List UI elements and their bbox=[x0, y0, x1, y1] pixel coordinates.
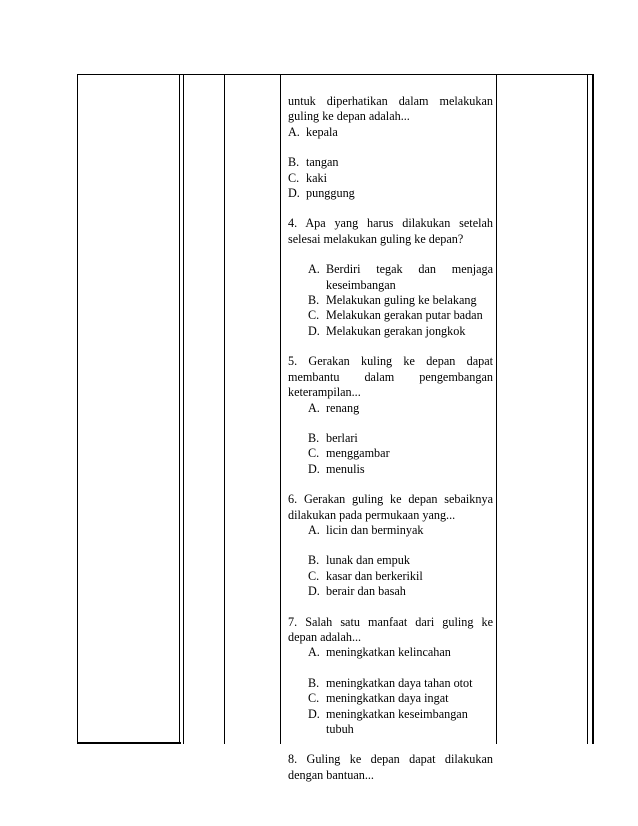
answer-option bbox=[308, 462, 493, 477]
answer-option bbox=[308, 584, 493, 599]
answer-option bbox=[288, 186, 493, 201]
option-text: menulis bbox=[326, 461, 365, 476]
option-letter: B. bbox=[308, 293, 320, 308]
option-letter: D. bbox=[308, 584, 320, 599]
answer-option bbox=[308, 401, 493, 416]
option-text: Melakukan guling ke belakang bbox=[326, 293, 477, 308]
answer-option bbox=[308, 293, 493, 308]
option-letter: A. bbox=[308, 645, 320, 660]
option-text: kepala bbox=[306, 124, 338, 139]
column-divider-2 bbox=[224, 74, 225, 744]
question-7 bbox=[288, 615, 493, 738]
question-stem-line: membantu dalam pengembangan bbox=[288, 369, 493, 384]
question-stem-line: 4. Apa yang harus dilakukan setelah bbox=[288, 216, 493, 231]
column-divider-3 bbox=[280, 74, 281, 744]
question-4 bbox=[288, 216, 493, 339]
column-divider-1 bbox=[179, 74, 180, 744]
answer-option bbox=[308, 645, 493, 660]
question-stem-line: keterampilan... bbox=[288, 385, 361, 400]
option-text: keseimbangan bbox=[326, 277, 396, 292]
option-text: meningkatkan daya ingat bbox=[326, 691, 449, 706]
question-stem-line: depan adalah... bbox=[288, 629, 362, 644]
answer-option bbox=[308, 431, 493, 446]
option-letter: C. bbox=[308, 691, 320, 706]
question-stem-line: 6. Gerakan guling ke depan sebaiknya bbox=[288, 492, 493, 507]
option-letter: D. bbox=[308, 706, 320, 721]
column-divider-5 bbox=[587, 74, 588, 744]
option-letter: B. bbox=[308, 430, 320, 445]
option-letter: A. bbox=[308, 400, 320, 415]
answer-option bbox=[308, 691, 493, 706]
question-stem-line: selesai melakukan guling ke depan? bbox=[288, 231, 464, 246]
option-letter: A. bbox=[288, 124, 300, 139]
question-stem-line: guling ke depan adalah... bbox=[288, 109, 410, 124]
question-stem-line: dengan bantuan... bbox=[288, 767, 374, 782]
answer-option bbox=[308, 553, 493, 568]
table-top-border bbox=[77, 74, 594, 75]
option-text: tubuh bbox=[326, 722, 354, 736]
option-text: meningkatkan keseimbangan bbox=[326, 706, 468, 721]
option-letter: C. bbox=[308, 446, 320, 461]
option-text: Berdiri tegak dan menjaga bbox=[326, 262, 493, 277]
option-letter: D. bbox=[308, 323, 320, 338]
question-6 bbox=[288, 492, 493, 599]
answer-option bbox=[288, 155, 493, 170]
column-divider-4 bbox=[496, 74, 497, 744]
option-letter: B. bbox=[308, 553, 320, 568]
question-stem-line: untuk diperhatikan dalam melakukan bbox=[288, 94, 493, 108]
answer-option bbox=[308, 569, 493, 584]
option-text: punggung bbox=[306, 186, 355, 201]
answer-option bbox=[288, 125, 493, 140]
option-letter: C. bbox=[308, 308, 320, 323]
option-text: tangan bbox=[306, 155, 339, 170]
option-text: menggambar bbox=[326, 446, 390, 461]
option-text: berair dan basah bbox=[326, 584, 406, 599]
option-text: meningkatkan daya tahan otot bbox=[326, 675, 473, 690]
answer-option bbox=[308, 262, 493, 293]
answer-option bbox=[308, 308, 493, 323]
option-text: kaki bbox=[306, 170, 327, 185]
answer-option bbox=[308, 707, 493, 738]
answer-option bbox=[308, 676, 493, 691]
question-stem-line: 5. Gerakan kuling ke depan dapat bbox=[288, 354, 493, 369]
table-right-border bbox=[592, 74, 594, 744]
option-text: licin dan berminyak bbox=[326, 522, 424, 537]
option-text: lunak dan empuk bbox=[326, 553, 410, 568]
option-text: Melakukan gerakan putar badan bbox=[326, 308, 483, 323]
option-text: Melakukan gerakan jongkok bbox=[326, 323, 466, 338]
column-divider-1b bbox=[183, 74, 184, 744]
option-letter: D. bbox=[308, 461, 320, 476]
option-letter: D. bbox=[288, 186, 300, 201]
question-stem-line: dilakukan pada permukaan yang... bbox=[288, 507, 456, 522]
option-letter: B. bbox=[288, 155, 300, 170]
answer-option bbox=[288, 171, 493, 186]
answer-option bbox=[308, 324, 493, 339]
option-letter: B. bbox=[308, 675, 320, 690]
question-stem-line: 8. Guling ke depan dapat dilakukan bbox=[288, 752, 493, 767]
table-bottom-border-left bbox=[77, 742, 181, 744]
option-letter: A. bbox=[308, 262, 320, 277]
option-text: meningkatkan kelincahan bbox=[326, 645, 451, 660]
answer-option bbox=[308, 446, 493, 461]
table-left-border bbox=[77, 74, 78, 744]
question-5 bbox=[288, 354, 493, 477]
option-letter: C. bbox=[308, 568, 320, 583]
question-content bbox=[288, 94, 493, 783]
question-3 bbox=[288, 94, 493, 201]
option-text: renang bbox=[326, 400, 360, 415]
answer-option bbox=[308, 523, 493, 538]
option-text: berlari bbox=[326, 430, 358, 445]
option-letter: A. bbox=[308, 522, 320, 537]
question-stem-line: 7. Salah satu manfaat dari guling ke bbox=[288, 614, 493, 629]
question-8 bbox=[288, 752, 493, 783]
option-text: kasar dan berkerikil bbox=[326, 568, 423, 583]
option-letter: C. bbox=[288, 170, 300, 185]
